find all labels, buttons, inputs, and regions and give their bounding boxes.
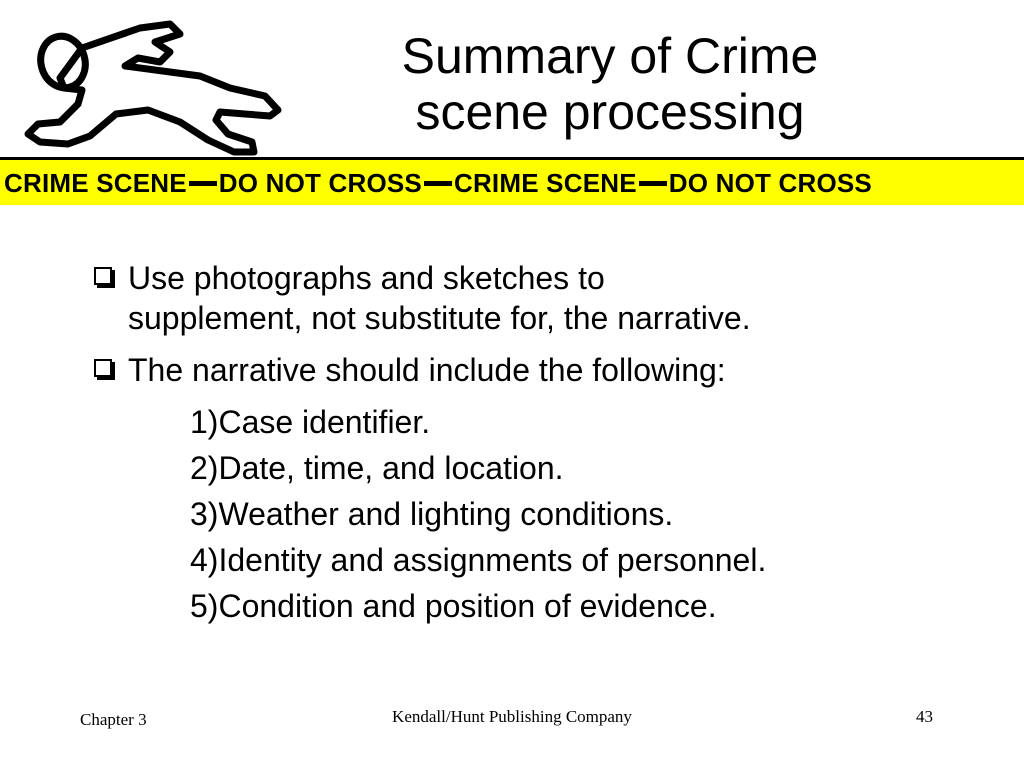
bullet-item	[88, 258, 988, 338]
crime-scene-tape	[0, 157, 1024, 205]
bullet-text: The narrative should include the following:	[128, 352, 726, 388]
checkbox-bullet-icon	[94, 359, 112, 377]
tape-segment: CRIME SCENE	[4, 168, 187, 198]
title-line-1: Summary of Crime	[401, 28, 819, 84]
tape-segment: DO NOT CROSS	[668, 168, 872, 198]
list-item: 1)Case identifier.	[190, 404, 431, 440]
bullet-text: Use photographs and sketches to	[128, 260, 605, 296]
tape-separator	[189, 181, 217, 186]
tape-segment: CRIME SCENE	[453, 168, 637, 198]
tape-separator	[639, 181, 667, 186]
tape-text	[4, 166, 872, 200]
footer-publisher: Kendall/Hunt Publishing Company	[392, 707, 632, 726]
footer-chapter: Chapter 3	[80, 710, 147, 729]
tape-segment: DO NOT CROSS	[218, 168, 422, 198]
checkbox-bullet-icon	[94, 267, 112, 285]
list-item: 5)Condition and position of evidence.	[190, 588, 717, 624]
bullet-item	[88, 350, 988, 390]
list-item: 2)Date, time, and location.	[190, 450, 564, 486]
bullet-text: supplement, not substitute for, the narrative.	[128, 300, 751, 336]
footer-page-number: 43	[916, 707, 933, 726]
list-item: 4)Identity and assignments of personnel.	[190, 542, 767, 578]
title-line-2: scene processing	[415, 84, 805, 140]
list-item: 3)Weather and lighting conditions.	[190, 496, 674, 532]
page-title	[330, 28, 890, 140]
slide-body	[88, 258, 988, 632]
body-outline-icon	[20, 18, 290, 158]
tape-separator	[424, 181, 452, 186]
